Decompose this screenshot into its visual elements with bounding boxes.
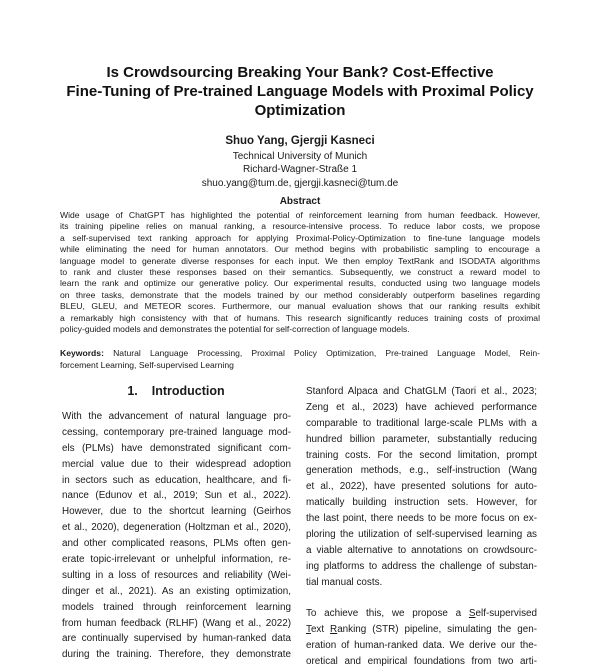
author-emails: shuo.yang@tum.de, gjergji.kasneci@tum.de — [201, 177, 399, 189]
abstract-line: BLEU, GLEU, and METEOR scores. Furthermore, our manual evaluation shows that our ranking results exhibit — [60, 301, 540, 312]
abstract-line: a self-supervised text ranking approach for applying Proximal-Policy-Optimization to fine-tune language models — [60, 232, 540, 243]
body-line: With the advancement of natural language pro- — [62, 411, 291, 422]
body-line: eration of human-ranked data. We derive our the- — [306, 640, 537, 652]
body-line: a viable alternative to annotations on crowdsourc- — [306, 544, 537, 556]
body-line: tial manual costs. — [306, 576, 383, 588]
address: Richard-Wagner-Straße 1 — [242, 164, 358, 176]
body-line: cessing, contemporary pre-trained language mod- — [62, 426, 291, 438]
body-line: matically building instruction sets. However, for — [306, 497, 537, 509]
body-line: in sectors such as education, healthcare, and fi- — [62, 474, 291, 486]
title-line-1: Is Crowdsourcing Breaking Your Bank? Cost-Effective — [106, 64, 494, 81]
body-line: oretical and empirical foundations from two arti- — [306, 656, 537, 668]
body-line: models trained through reinforcement learning — [62, 601, 291, 613]
keywords-block — [60, 348, 540, 371]
body-line: during the training. Therefore, they demonstrate — [62, 649, 291, 661]
affiliation: Technical University of Munich — [232, 151, 368, 162]
section-title: Introduction — [151, 384, 225, 398]
body-line: els (PLMs) have demonstrated significant com- — [62, 442, 291, 454]
body-line: ploring the utilization of self-supervised learning as — [306, 529, 537, 541]
abstract-line: a remarkably high consistency with that of humans. This research significantly reduces training costs of proximal — [60, 312, 540, 323]
body-line: dinger et al., 2021). As an existing optimization, — [62, 585, 291, 597]
right-column-body — [306, 384, 537, 670]
text: To achieve this, we propose a — [306, 608, 469, 620]
abstract-line: on three tasks, demonstrate that the models trained by our method considerably outperform baselines regarding — [60, 289, 540, 300]
title-line-3: Optimization — [254, 102, 346, 119]
text: elf-supervised — [475, 608, 537, 620]
title-line-2: Fine-Tuning of Pre-trained Language Models with Proximal Policy — [66, 83, 534, 100]
paper-title — [60, 63, 540, 120]
underlined-letter: R — [330, 624, 338, 636]
abstract-line: learn the rank and optimize our generative policy. Our experimental results, conducted using two language models — [60, 278, 540, 289]
body-line — [306, 622, 537, 638]
body-line: ing platforms to address the challenge of substan- — [306, 560, 537, 572]
keywords-text-2: forcement Learning, Self-supervised Learning — [60, 359, 234, 370]
body-line: hundred billion parameter, substantially reducing — [306, 433, 537, 445]
keywords-line — [60, 348, 540, 360]
underlined-letter: T — [306, 624, 311, 636]
text: ext — [310, 624, 331, 636]
body-line: Stanford Alpaca and ChatGLM (Taori et al., 2023; — [306, 386, 537, 397]
keywords-label: Keywords: — [60, 348, 104, 358]
body-line: sulting in a loss of resources and reliability (Wei- — [62, 569, 291, 581]
abstract-body — [60, 210, 540, 335]
body-line: erate topic-irrelevant or unhelpful information, re- — [62, 554, 291, 566]
body-line: comparable to traditional large-scale PLMs with a — [306, 417, 537, 429]
body-line: et al., 2020), degeneration (Holtzman et al., 2020), — [62, 522, 291, 534]
abstract-line: to rank and cluster these responses based on their semantics. Subsequently, we construct a reward model to — [60, 267, 540, 278]
abstract-line: language model to generate diverse responses for each input. We then employ TextRank and ISODATA algorithms — [60, 255, 540, 266]
body-line: mercial value due to their widespread adoption — [62, 458, 291, 470]
section-number: 1. — [127, 384, 138, 398]
abstract-line: policy-guided models and demonstrates the potential for self-correction of language models. — [60, 324, 410, 335]
body-line: are continually supervised by human-ranked data — [62, 633, 291, 645]
underlined-letter: S — [468, 608, 476, 620]
body-line — [306, 606, 537, 622]
body-line: Zeng et al., 2023) have achieved performance — [306, 401, 537, 413]
abstract-line: Wide usage of ChatGPT has highlighted the potential of reinforcement learning from human feedback. However, — [60, 210, 540, 220]
body-line: nance (Edunov et al., 2019; Sun et al., 2022). — [62, 490, 291, 502]
abstract-line: its training pipeline relies on manual ranking, a resource-intensive process. To reduce labor costs, we propose — [60, 221, 540, 232]
body-line: training costs. For the second limitation, prompt — [306, 449, 537, 461]
keywords-text-1: Natural Language Processing, Proximal Policy Optimization, Pre-trained Language Model, Rein- — [103, 348, 540, 358]
body-line: et al., 2022), have presented solutions for auto- — [306, 481, 537, 493]
body-line: the last point, there needs to be more focus on ex- — [306, 513, 537, 525]
left-column-body — [62, 409, 291, 663]
body-line: However, due to the shortcut learning (Geirhos — [62, 506, 291, 518]
author-affiliation-block — [60, 150, 540, 190]
author-names: Shuo Yang, Gjergji Kasneci — [225, 135, 375, 147]
text: anking (STR) pipeline, simulating the gen- — [337, 624, 537, 636]
body-line: from human feedback (RLHF) (Wang et al., 2022) — [62, 617, 291, 629]
paragraph-gap — [306, 591, 537, 607]
body-line: generation methods, e.g., self-instruction (Wang — [306, 465, 537, 477]
abstract-line: while eliminating the need for human annotators. Our method begins with probabilistic sampling to encourage a — [60, 244, 540, 255]
body-line: and other complicated reasons, PLMs often gen- — [62, 538, 291, 550]
section-heading-introduction — [62, 384, 290, 399]
abstract-heading: Abstract — [279, 196, 321, 207]
